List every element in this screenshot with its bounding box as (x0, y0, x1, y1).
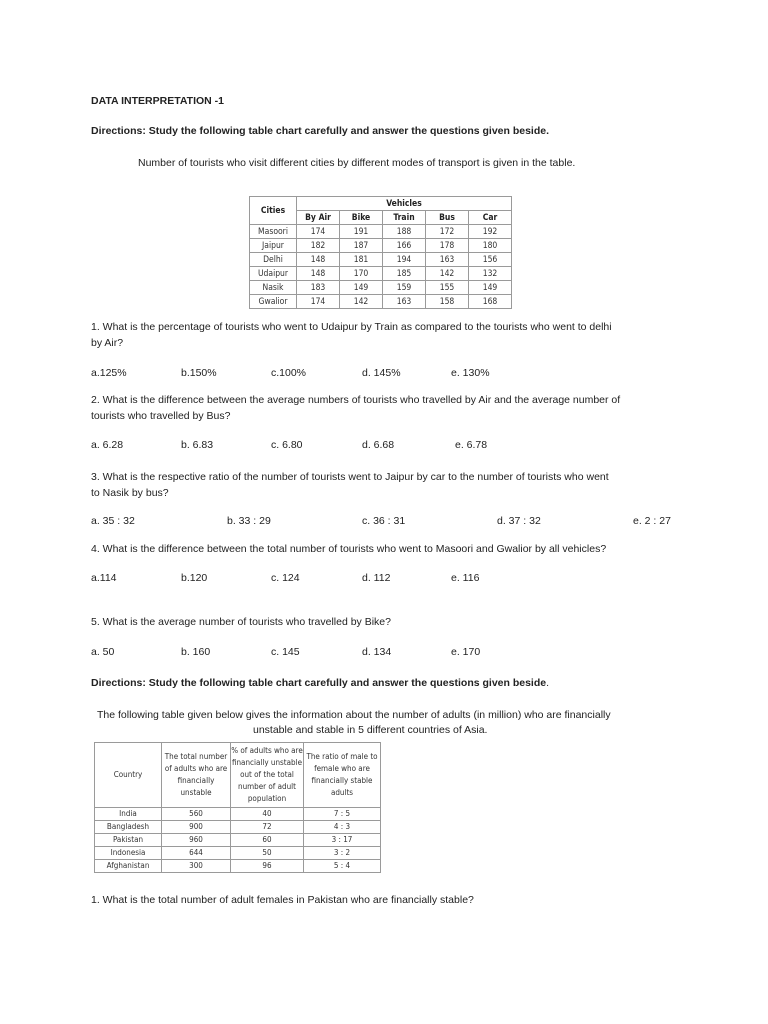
value-cell: 142 (340, 295, 383, 309)
table-row (250, 267, 512, 281)
question-5: 5. What is the average number of tourists who travelled by Bike? (91, 616, 391, 628)
option-d: d. 134 (362, 646, 392, 658)
value-cell: 60 (231, 834, 304, 847)
value-cell: 3 : 17 (304, 834, 381, 847)
city-cell: Masoori (250, 225, 297, 239)
directions-2 (91, 676, 549, 691)
option-c: c. 6.80 (271, 439, 303, 451)
value-cell: 178 (426, 239, 469, 253)
value-cell: 174 (297, 225, 340, 239)
table-row (250, 295, 512, 309)
value-cell: 149 (340, 281, 383, 295)
value-cell: 168 (469, 295, 512, 309)
table-row (95, 847, 381, 860)
country-cell: India (95, 808, 162, 821)
option-b: b. 33 : 29 (227, 515, 271, 527)
option-d: d. 6.68 (362, 439, 395, 451)
option-e: e. 2 : 27 (633, 515, 671, 527)
option-e: e. 170 (451, 646, 481, 658)
table-row (250, 281, 512, 295)
table-1-caption: Number of tourists who visit different cities by different modes of transport is given in the table. (138, 157, 576, 169)
value-cell: 182 (297, 239, 340, 253)
city-cell: Jaipur (250, 239, 297, 253)
tourists-table (249, 196, 512, 309)
option-e: e. 130% (451, 367, 490, 379)
question-1-cont: by Air? (91, 337, 124, 349)
country-cell: Indonesia (95, 847, 162, 860)
question-4: 4. What is the difference between the total number of tourists who went to Masoori and Gwalior by all vehicles? (91, 543, 607, 555)
value-cell: 172 (426, 225, 469, 239)
value-cell: 185 (383, 267, 426, 281)
page-title: DATA INTERPRETATION -1 (91, 95, 224, 107)
value-cell: 300 (162, 860, 231, 873)
country-cell: Pakistan (95, 834, 162, 847)
directions-2-text: Directions: Study the following table chart carefully and answer the questions given beside (91, 677, 547, 689)
option-a: a.114 (91, 572, 117, 584)
question-1: 1. What is the percentage of tourists who went to Udaipur by Train as compared to the tourists who went to delhi (91, 321, 612, 333)
col-header-unstable-percent: % of adults who are financially unstable out of the total number of adult population (231, 743, 304, 808)
value-cell: 187 (340, 239, 383, 253)
value-cell: 174 (297, 295, 340, 309)
value-cell: 4 : 3 (304, 821, 381, 834)
value-cell: 163 (426, 253, 469, 267)
option-d: d. 112 (362, 572, 391, 584)
question-3-cont: to Nasik by bus? (91, 487, 169, 499)
value-cell: 188 (383, 225, 426, 239)
table-row (95, 834, 381, 847)
value-cell: 192 (469, 225, 512, 239)
value-cell: 148 (297, 253, 340, 267)
value-cell: 155 (426, 281, 469, 295)
value-cell: 72 (231, 821, 304, 834)
table-2-caption: The following table given below gives the information about the number of adults (in million) who are financially (97, 709, 611, 721)
col-header-male-female-ratio: The ratio of male to female who are financially stable adults (304, 743, 381, 808)
table-row (95, 860, 381, 873)
option-a: a. 6.28 (91, 439, 124, 451)
table-2-caption-cont: unstable and stable in 5 different countries of Asia. (253, 724, 488, 736)
table-row (250, 253, 512, 267)
value-cell: 142 (426, 267, 469, 281)
col-header: Train (383, 211, 426, 225)
col-header-unstable-count: The total number of adults who are financially unstable (162, 743, 231, 808)
value-cell: 158 (426, 295, 469, 309)
value-cell: 180 (469, 239, 512, 253)
table-1-corner-header: Cities (250, 197, 297, 225)
option-e: e. 6.78 (455, 439, 488, 451)
question-2: 2. What is the difference between the average numbers of tourists who travelled by Air and the average number of (91, 394, 621, 406)
col-header-country: Country (95, 743, 162, 808)
city-cell: Nasik (250, 281, 297, 295)
city-cell: Delhi (250, 253, 297, 267)
option-d: d. 145% (362, 367, 401, 379)
option-c: c. 145 (271, 646, 300, 658)
table-row (250, 239, 512, 253)
col-header: Car (469, 211, 512, 225)
question-b1: 1. What is the total number of adult females in Pakistan who are financially stable? (91, 894, 474, 906)
country-cell: Afghanistan (95, 860, 162, 873)
value-cell: 132 (469, 267, 512, 281)
value-cell: 148 (297, 267, 340, 281)
directions-2-period: . (546, 677, 550, 689)
option-b: b. 160 (181, 646, 211, 658)
option-a: a. 50 (91, 646, 115, 658)
col-header: Bike (340, 211, 383, 225)
value-cell: 149 (469, 281, 512, 295)
value-cell: 40 (231, 808, 304, 821)
value-cell: 644 (162, 847, 231, 860)
question-2-cont: tourists who travelled by Bus? (91, 410, 231, 422)
question-3: 3. What is the respective ratio of the number of tourists went to Jaipur by car to the number of tourists who went (91, 471, 609, 483)
col-header: Bus (426, 211, 469, 225)
value-cell: 181 (340, 253, 383, 267)
option-c: c. 36 : 31 (362, 515, 406, 527)
option-b: b.150% (181, 367, 217, 379)
value-cell: 5 : 4 (304, 860, 381, 873)
value-cell: 163 (383, 295, 426, 309)
option-a: a.125% (91, 367, 127, 379)
option-b: b. 6.83 (181, 439, 214, 451)
table-1-group-header: Vehicles (297, 197, 512, 211)
option-c: c.100% (271, 367, 307, 379)
option-b: b.120 (181, 572, 208, 584)
table-row (250, 225, 512, 239)
value-cell: 156 (469, 253, 512, 267)
city-cell: Udaipur (250, 267, 297, 281)
value-cell: 191 (340, 225, 383, 239)
value-cell: 3 : 2 (304, 847, 381, 860)
value-cell: 194 (383, 253, 426, 267)
value-cell: 96 (231, 860, 304, 873)
value-cell: 170 (340, 267, 383, 281)
col-header: By Air (297, 211, 340, 225)
value-cell: 166 (383, 239, 426, 253)
option-c: c. 124 (271, 572, 300, 584)
country-cell: Bangladesh (95, 821, 162, 834)
option-d: d. 37 : 32 (497, 515, 541, 527)
value-cell: 183 (297, 281, 340, 295)
table-row (95, 808, 381, 821)
city-cell: Gwalior (250, 295, 297, 309)
adults-table (94, 742, 381, 873)
value-cell: 50 (231, 847, 304, 860)
value-cell: 7 : 5 (304, 808, 381, 821)
directions-1: Directions: Study the following table chart carefully and answer the questions given beside. (91, 125, 550, 137)
option-e: e. 116 (451, 572, 480, 584)
value-cell: 900 (162, 821, 231, 834)
value-cell: 560 (162, 808, 231, 821)
table-row (95, 821, 381, 834)
option-a: a. 35 : 32 (91, 515, 135, 527)
value-cell: 960 (162, 834, 231, 847)
value-cell: 159 (383, 281, 426, 295)
